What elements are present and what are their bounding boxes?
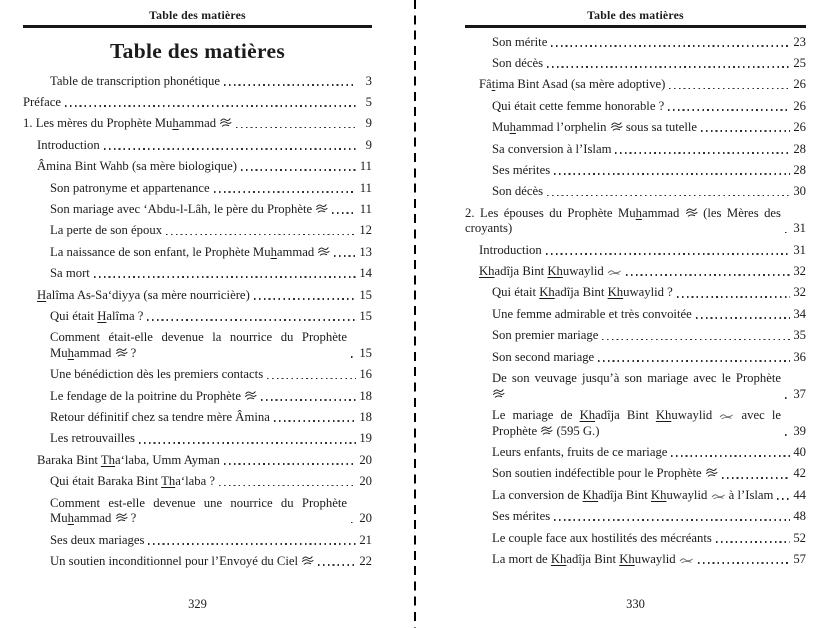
toc-entry [492,184,806,200]
dot-leader [602,339,790,341]
dot-leader [668,109,790,111]
toc-entry-label: Son mariage avec ‘Abdu-l-Lâh, le père du Prophète [50,202,328,218]
toc-entry-page: 11 [359,180,372,195]
toc-entry-page: 15 [359,287,372,302]
page-right [417,0,834,628]
toc-entry [492,285,806,301]
header-rule-left [23,25,372,28]
dot-leader [701,130,790,132]
dot-leader [547,66,790,68]
toc-entry-label: Sa mort [50,266,90,281]
toc-entry [50,202,372,218]
saws-calligraphy-icon [685,206,698,222]
toc-entry-page: 11 [359,201,372,216]
toc-entry [37,159,372,175]
toc-entry-page: 3 [365,73,372,88]
toc-entry-page: 20 [359,452,372,467]
dot-leader [274,420,356,422]
toc-entry-page: 31 [793,221,806,236]
saws-calligraphy-icon [115,346,128,362]
toc-entry-page: 57 [793,551,806,566]
dot-leader [546,253,790,255]
toc-entry [492,371,806,402]
toc-entry-page: 39 [793,423,806,438]
toc-entry [492,350,806,366]
toc-entry [479,264,806,280]
toc-entry-page: 42 [793,466,806,481]
toc-entry-page: 35 [793,328,806,343]
header-rule-right [465,25,806,28]
dot-leader [554,519,790,521]
saws-calligraphy-icon [315,202,328,218]
toc-entry-page: 25 [793,55,806,70]
toc-entry-label: Baraka Bint Tha‘laba, Umm Ayman [37,452,220,467]
dot-leader [236,127,356,129]
toc-entry-label: Retour définitif chez sa tendre mère Âmina [50,410,270,425]
dot-leader [224,463,356,465]
radiallahu-anha-calligraphy-icon [711,488,726,504]
radiallahu-anha-calligraphy-icon [607,264,622,280]
toc-entry-page: 52 [793,530,806,545]
toc-entry-label: Un soutien inconditionnel pour l’Envoyé du Ciel [50,554,314,570]
toc-entry-label: Qui était Halîma ? [50,308,144,323]
saws-calligraphy-icon [705,466,718,482]
toc-entry [492,142,806,158]
saws-calligraphy-icon [317,245,330,261]
toc-entry [50,181,372,197]
radiallahu-anha-calligraphy-icon [679,552,694,568]
toc-entry-page: 36 [793,349,806,364]
toc-entry-page: 11 [359,159,372,174]
toc-entry [492,56,806,72]
dot-leader [547,195,790,197]
saws-calligraphy-icon [301,554,314,570]
dot-leader [626,274,790,276]
toc-entry [50,474,372,490]
toc-entry-page: 22 [359,553,372,568]
toc-entry [37,453,372,469]
toc-entry-page: 16 [359,367,372,382]
saws-calligraphy-icon [610,120,623,136]
toc-entry-page: 34 [793,306,806,321]
toc-entry [492,120,806,136]
page-left [0,0,415,628]
toc-entry-label: Qui était cette femme honorable ? [492,98,665,113]
toc-entry [50,309,372,325]
toc-entry [50,223,372,239]
toc-entry-page: 5 [365,94,372,109]
toc-entry-page: 26 [793,77,806,92]
toc-entry-label: Une bénédiction dès les premiers contacts [50,367,264,382]
toc-entry-label: Sa conversion à l’Islam [492,141,612,156]
toc-entry-label: Les retrouvailles [50,431,135,446]
toc-entry [50,533,372,549]
dot-leader [241,169,356,171]
running-header-left: Table des matières [149,8,246,22]
toc-entry-label: Une femme admirable et très convoitée [492,306,692,321]
toc-entry-label: Introduction [37,137,100,152]
dot-leader [334,255,356,257]
toc-entry-label: Qui était Baraka Bint Tha‘laba ? [50,474,216,489]
toc-entry-page: 18 [359,410,372,425]
dot-leader [267,378,356,380]
toc-entry [465,206,806,237]
toc-entry-label: Le fendage de la poitrine du Prophète [50,389,257,405]
toc-entry-page: 20 [359,511,372,526]
toc-entry [50,431,372,447]
toc-entry-label: La mort de Khadîja Bint Khuwaylid [492,552,694,568]
dot-leader [677,296,790,298]
dot-leader [696,317,790,319]
toc-entry [479,243,806,259]
toc-entry [50,330,372,361]
toc-entry [492,445,806,461]
toc-entry [492,35,806,51]
toc-entry [479,77,806,93]
toc-entry-label: Le mariage de Khadîja Bint Khuwaylid avec le Prophète (595 G.) [492,408,781,438]
dot-leader [598,360,790,362]
toc-entry [492,328,806,344]
toc-entry-page: 20 [359,474,372,489]
toc-entry [23,95,372,111]
toc-entry-label: Comment était-elle devenue la nourrice du Prophète Muhammad ? [50,330,347,360]
toc-entry [50,245,372,261]
toc-entry-page: 15 [359,345,372,360]
toc-entry-label: Son premier mariage [492,328,599,343]
toc-entry-label: La naissance de son enfant, le Prophète Muhammad [50,245,330,261]
toc-entry-label: Son décès [492,184,544,199]
dot-leader [94,276,356,278]
dot-leader [148,543,356,545]
saws-calligraphy-icon [244,389,257,405]
toc-entry [492,307,806,323]
toc-entry-page: 26 [793,120,806,135]
dot-leader [785,397,790,399]
toc-entry-label: Son mérite [492,34,548,49]
toc-entry-page: 23 [793,34,806,49]
toc-entry [492,163,806,179]
toc-entry-page: 30 [793,184,806,199]
dot-leader [318,564,356,566]
toc-entry [492,99,806,115]
toc-entry [492,408,806,439]
folio-left: 329 [188,597,207,611]
dot-leader [166,234,356,236]
page-divider-dashed-line [414,0,416,628]
toc-entry-label: Ses mérites [492,162,551,177]
toc-entry [50,266,372,282]
saws-calligraphy-icon [219,116,232,132]
toc-entry [492,509,806,525]
dot-leader [785,434,790,436]
toc-entry-label: Halîma As-Sa‘diyya (sa mère nourricière) [37,287,250,302]
toc-entry-label: Son décès [492,55,544,70]
dot-leader [777,498,790,500]
dot-leader [219,485,356,487]
toc-title: Table des matières [109,38,285,63]
toc-entry-label: Table de transcription phonétique [50,73,220,88]
toc-entry-label: 2. Les épouses du Prophète Muhammad (les Mères des croyants) [465,205,781,236]
toc-entry [492,466,806,482]
toc-entry-page: 18 [359,388,372,403]
dot-leader [351,522,356,524]
toc-entry-page: 26 [793,98,806,113]
dot-leader [104,148,356,150]
radiallahu-anha-calligraphy-icon [719,408,734,424]
toc-entry [37,138,372,154]
folio-right: 330 [626,597,645,611]
toc-entry-label: Son soutien indéfectible pour le Prophète [492,466,718,482]
toc-entry-label: Leurs enfants, fruits de ce mariage [492,445,668,460]
toc-entry-label: Introduction [479,242,542,257]
toc-entry-page: 48 [793,509,806,524]
saws-calligraphy-icon [115,511,128,527]
dot-leader [65,105,356,107]
toc-entry-label: 1. Les mères du Prophète Muhammad [23,116,232,132]
toc-entry-page: 32 [793,285,806,300]
toc-entry-page: 14 [359,266,372,281]
dot-leader [254,298,356,300]
toc-entry-page: 13 [359,244,372,259]
toc-entry-page: 40 [793,445,806,460]
toc-entry [492,488,806,504]
toc-entry-page: 9 [365,116,372,131]
toc-entry-label: Ses deux mariages [50,532,145,547]
toc-entry-page: 28 [793,162,806,177]
toc-entry-page: 15 [359,308,372,323]
toc-entry [50,367,372,383]
dot-leader [785,232,790,234]
toc-list-right [465,35,806,568]
dot-leader [551,45,790,47]
toc-entry-label: La conversion de Khadîja Bint Khuwaylid à l’Islam [492,487,774,502]
toc-entry-label: Fâtima Bint Asad (sa mère adoptive) [479,77,666,92]
toc-entry-label: Âmina Bint Wahb (sa mère biologique) [37,159,237,174]
dot-leader [147,319,356,321]
toc-entry-page: 31 [793,242,806,257]
dot-leader [669,88,790,90]
dot-leader [351,356,356,358]
toc-entry-label: Le couple face aux hostilités des mécréants [492,530,712,545]
toc-entry [492,552,806,568]
toc-list-left [23,74,372,570]
dot-leader [554,173,790,175]
toc-entry-page: 19 [359,431,372,446]
toc-entry [23,116,372,132]
toc-entry-label: Son patronyme et appartenance [50,180,210,195]
toc-entry [50,74,372,90]
dot-leader [224,84,356,86]
toc-entry-label: Khadîja Bint Khuwaylid [479,264,622,280]
toc-entry-label: Comment est-elle devenue une nourrice du Prophète Muhammad ? [50,495,347,526]
toc-entry-page: 44 [793,487,806,502]
toc-entry-page: 37 [793,386,806,401]
toc-entry-page: 9 [365,137,372,152]
toc-entry-page: 12 [359,223,372,238]
toc-entry [492,531,806,547]
toc-entry-label: Qui était Khadîja Bint Khuwaylid ? [492,285,673,300]
toc-entry-label: Ses mérites [492,509,551,524]
toc-entry-label: De son veuvage jusqu’à son mariage avec le Prophète [492,371,781,402]
dot-leader [615,152,790,154]
saws-calligraphy-icon [540,424,553,440]
toc-entry-label: Préface [23,94,62,109]
dot-leader [671,455,790,457]
toc-entry-page: 21 [359,532,372,547]
toc-entry-page: 32 [793,264,806,279]
dot-leader [261,399,356,401]
toc-entry-label: Son second mariage [492,349,595,364]
dot-leader [332,212,356,214]
toc-entry [50,410,372,426]
dot-leader [139,442,356,444]
toc-entry [50,496,372,527]
toc-entry [50,554,372,570]
dot-leader [698,562,790,564]
toc-entry [37,288,372,304]
toc-entry-label: La perte de son époux [50,223,163,238]
running-header-right: Table des matières [587,8,684,22]
saws-calligraphy-icon [492,387,505,403]
toc-entry-label: Muhammad l’orphelin sous sa tutelle [492,120,698,135]
toc-entry-page: 28 [793,141,806,156]
dot-leader [722,477,790,479]
dot-leader [716,541,790,543]
dot-leader [214,191,356,193]
toc-entry [50,389,372,405]
